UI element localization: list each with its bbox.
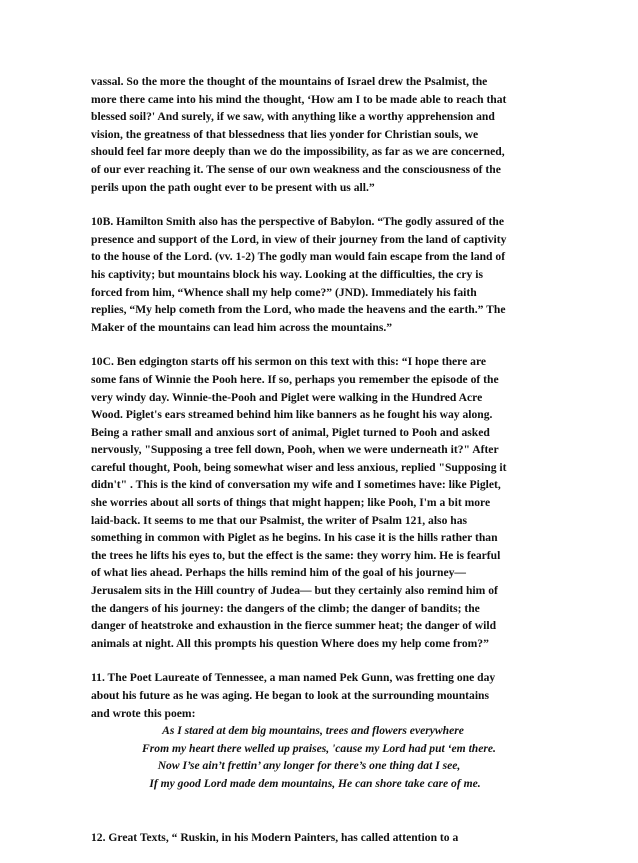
text-line: forced from him, “Whence shall my help come?” (JND). Immediately his faith [91,285,477,299]
text-line: to the house of the Lord. (vv. 1-2) The godly man would fain escape from the land of [91,250,506,264]
paragraph-11 [91,669,547,722]
text-line: presence and support of the Lord, in view of their journey from the land of captivity [91,232,507,246]
text-line: nervously, "Supposing a tree fell down, Pooh, when we were underneath it?" After [91,443,499,457]
text-line: Being a rather small and anxious sort of animal, Piglet turned to Pooh and asked [91,425,490,439]
text-line: some fans of Winnie the Pooh here. If so, perhaps you remember the episode of the [91,372,499,386]
text-line: replies, “My help cometh from the Lord, who made the heavens and the earth.” The [91,303,506,317]
text-line: the dangers of his journey: the dangers of the climb; the danger of bandits; the [91,601,480,615]
text-line: and wrote this poem: [91,706,196,720]
text-line: Wood. Piglet's ears streamed behind him like banners as he fought his way along. [91,408,493,422]
text-line: his captivity; but mountains block his way. Looking at the difficulties, the cry is [91,267,483,281]
text-line: 12. Great Texts, “ Ruskin, in his Modern Painters, has called attention to a [91,830,459,844]
paragraph-vassal [91,73,547,196]
text-line: 11. The Poet Laureate of Tennessee, a man named Pek Gunn, was fretting one day [91,671,496,685]
text-line: perils upon the path ought ever to be present with us all.” [91,180,375,194]
text-line: of our ever reaching it. The sense of our own weakness and the consciousness of the [91,162,501,176]
text-line: something in common with Piglet as he begins. In his case it is the hills rather than [91,531,498,545]
text-line: laid-back. It seems to me that our Psalmist, the writer of Psalm 121, also has [91,513,468,527]
text-line: of what lies ahead. Perhaps the hills remind him of the goal of his journey— [91,566,466,580]
text-line: Maker of the mountains can lead him across the mountains.” [91,320,393,334]
paragraph-10c [91,353,547,652]
text-line: blessed soil?' And surely, if we saw, with anything like a worthy apprehension and [91,110,495,124]
poem-line: Now I’se ain’t frettin’ any longer for there’s one thing dat I see, [157,759,461,773]
paragraph-10b [91,213,547,336]
text-line: Jerusalem sits in the Hill country of Judea— but they certainly also remind him of [91,584,498,598]
poem-block [91,722,547,792]
poem-line: From my heart there welled up praises, 'cause my Lord had put ‘em there. [142,741,496,755]
text-line: animals at night. All this prompts his question Where does my help come from?” [91,636,489,650]
text-line: about his future as he was aging. He began to look at the surrounding mountains [91,689,490,702]
text-line: 10C. Ben edgington starts off his sermon on this text with this: “I hope there are [91,355,487,369]
poem-line: As I stared at dem big mountains, trees and flowers everywhere [162,724,464,738]
text-line: careful thought, Pooh, being somewhat wiser and less anxious, replied "Supposing it [91,460,507,474]
text-line: should feel far more deeply than we do the impossibility, as far as we are concerned, [91,145,505,159]
poem-line: If my good Lord made dem mountains, He can shore take care of me. [149,776,481,790]
text-line: more there came into his mind the thought, ‘How am I to be made able to reach that [91,92,507,106]
text-line: the trees he lifts his eyes to, but the effect is the same: they worry him. He is fearful [91,548,501,562]
text-line: 10B. Hamilton Smith also has the perspective of Babylon. “The godly assured of the [91,215,505,229]
paragraph-12 [91,829,547,847]
text-line: vassal. So the more the thought of the mountains of Israel drew the Psalmist, the [91,75,488,88]
document-page [91,73,547,863]
text-line: she worries about all sorts of things that might happen; like Pooh, I'm a bit more [91,496,491,510]
text-line: very windy day. Winnie-the-Pooh and Piglet were walking in the Hundred Acre [91,390,483,404]
text-line: danger of heatstroke and exhaustion in the fierce summer heat; the danger of wild [91,619,497,633]
text-line: didn't" . This is the kind of conversation my wife and I sometimes have: like Piglet, [91,478,501,492]
text-line: vision, the greatness of that blessedness that lies yonder for Christian souls, we [91,127,479,141]
